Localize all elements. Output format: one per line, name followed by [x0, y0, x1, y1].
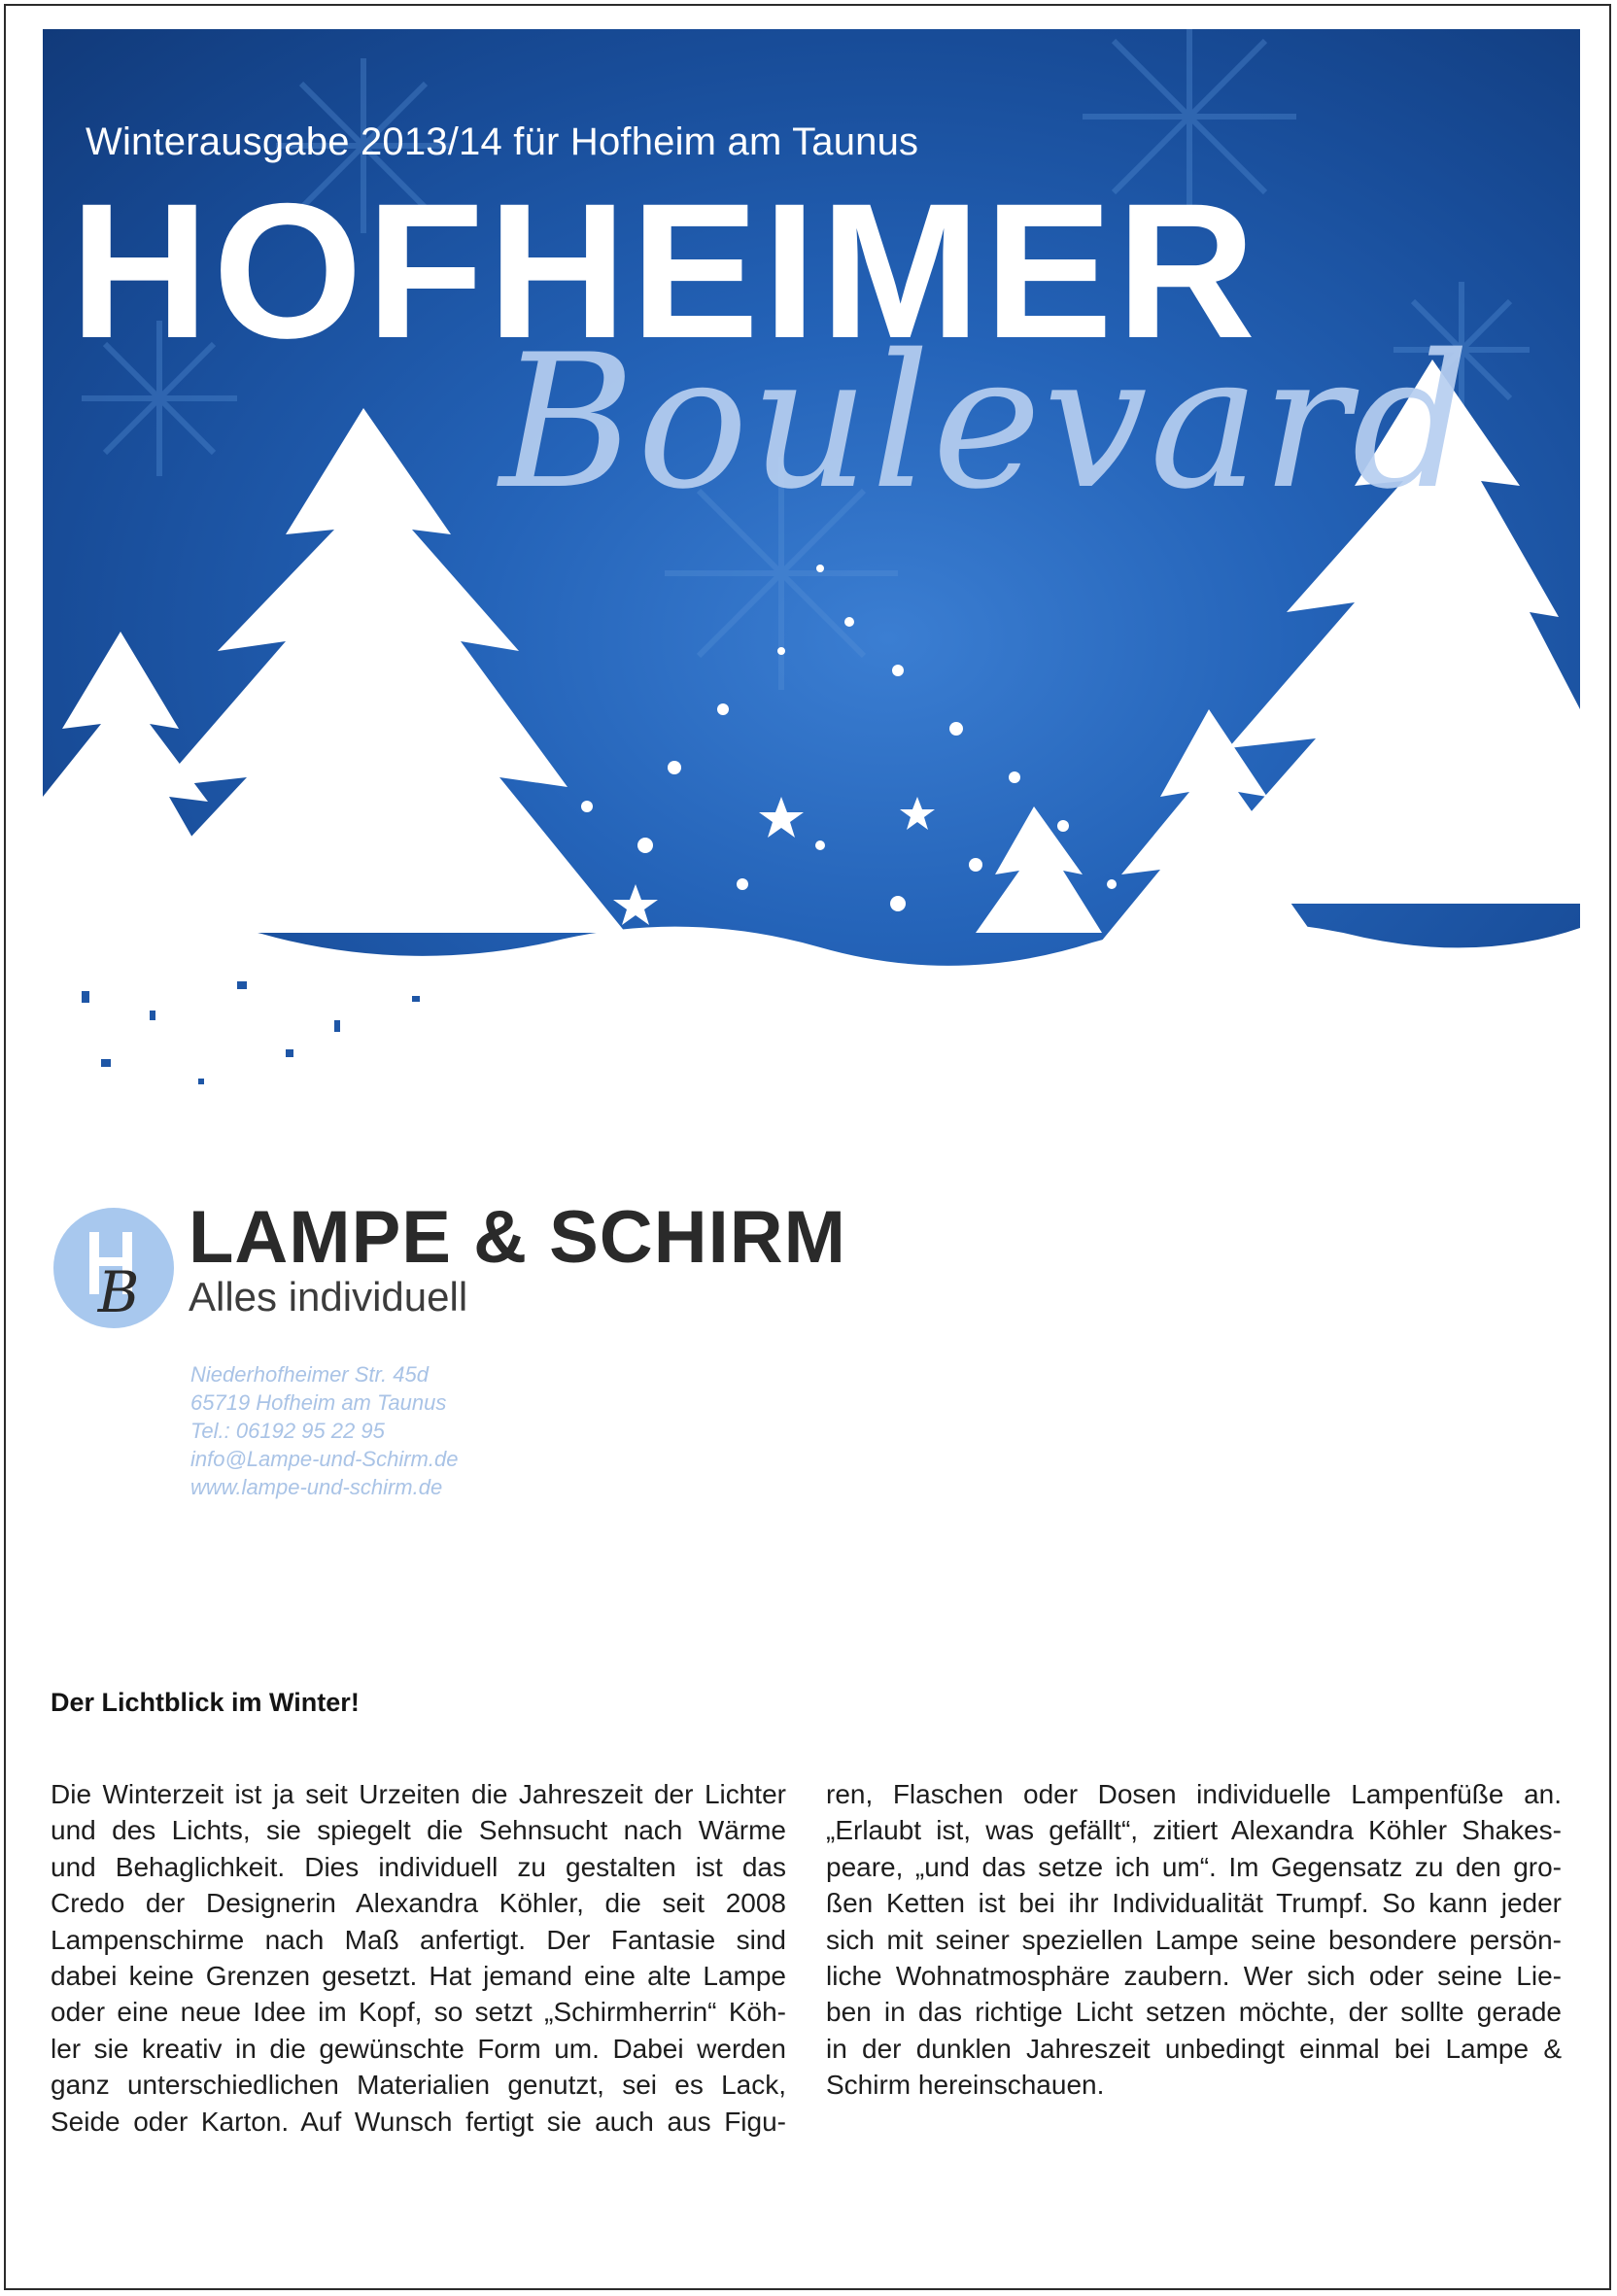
- contact-website: www.lampe-und-schirm.de: [190, 1475, 443, 1499]
- article-title: Der Lichtblick im Winter!: [51, 1688, 360, 1717]
- article-line: liche Wohnatmosphäre zaubern. Wer sich oder seine Lie-: [826, 1961, 1562, 1992]
- article-line: in der dunklen Jahreszeit unbedingt einmal bei Lampe &: [826, 2033, 1562, 2064]
- issue-subtitle: Winterausgabe 2013/14 für Hofheim am Taunus: [86, 120, 919, 163]
- advertiser-contact: [190, 1360, 458, 1501]
- article-line: ßen Ketten ist bei ihr Individualität Trumpf. So kann jeder: [826, 1888, 1562, 1919]
- article-line: Seide oder Karton. Auf Wunsch fertigt sie auch aus Figu-: [51, 2106, 786, 2137]
- article-line: Credo der Designerin Alexandra Köhler, die seit 2008: [51, 1888, 786, 1919]
- article-column-left: [51, 1776, 786, 2140]
- contact-city: 65719 Hofheim am Taunus: [190, 1390, 447, 1415]
- article-line: Die Winterzeit ist ja seit Urzeiten die Jahreszeit der Lichter: [51, 1779, 786, 1809]
- article-line: ben in das richtige Licht setzen möchte, der sollte gerade: [826, 1997, 1562, 2028]
- magazine-title: HOFHEIMER: [70, 163, 1259, 378]
- article-line: dabei keine Grenzen gesetzt. Hat jemand eine alte Lampe: [51, 1961, 786, 1992]
- article-line: ganz unterschiedlichen Materialien genutzt, sei es Lack,: [51, 2070, 786, 2101]
- cover-banner: [43, 29, 1580, 1137]
- advertiser-tagline: Alles individuell: [189, 1274, 468, 1319]
- article-line: ren, Flaschen oder Dosen individuelle Lampenfüße an.: [826, 1779, 1562, 1809]
- advertiser-logo-block: [51, 1187, 925, 1343]
- contact-email: info@Lampe-und-Schirm.de: [190, 1447, 459, 1471]
- article-line: und Behaglichkeit. Dies individuell zu gestalten ist das: [51, 1851, 786, 1882]
- article-line: „Erlaubt ist, was gefällt“, zitiert Alexandra Köhler Shakes-: [826, 1815, 1562, 1846]
- article-line: ler sie kreativ in die gewünschte Form um. Dabei werden: [51, 2033, 786, 2064]
- logo-letter: B: [97, 1259, 140, 1325]
- article-line: Schirm hereinschauen.: [826, 2070, 1105, 2101]
- contact-street: Niederhofheimer Str. 45d: [190, 1362, 429, 1387]
- article-line: oder eine neue Idee im Kopf, so setzt „Schirmherrin“ Köh-: [51, 1997, 786, 2028]
- article-line: sich mit seiner speziellen Lampe seine besondere persön-: [826, 1924, 1562, 1955]
- article-line: peare, „und das setze ich um“. Im Gegensatz zu den gro-: [826, 1851, 1562, 1882]
- magazine-script-title: Boulevard: [499, 315, 1472, 530]
- article-column-right: [826, 1776, 1562, 2104]
- advertiser-name: LAMPE & SCHIRM: [189, 1196, 846, 1279]
- article-line: Lampenschirme nach Maß anfertigt. Der Fantasie sind: [51, 1924, 786, 1955]
- article-line: und des Lichts, sie spiegelt die Sehnsucht nach Wärme: [51, 1815, 786, 1846]
- contact-phone: Tel.: 06192 95 22 95: [190, 1419, 385, 1443]
- lampe-schirm-logo-icon: [51, 1205, 177, 1331]
